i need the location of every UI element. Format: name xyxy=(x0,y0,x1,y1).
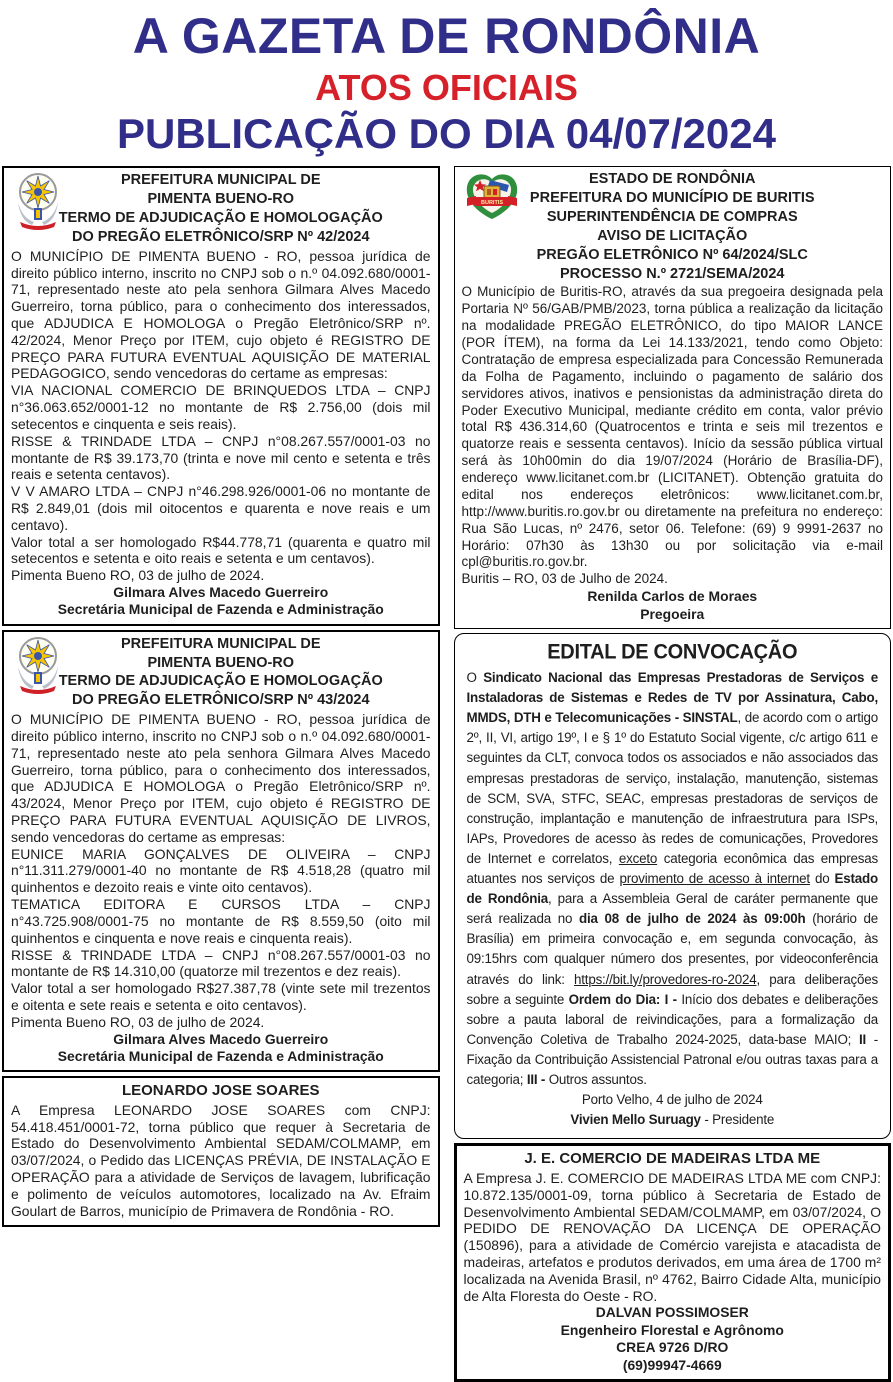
article-header xyxy=(11,171,431,246)
text-segment: Estado de Rondônia xyxy=(466,871,878,907)
org-line: PREFEITURA MUNICIPAL DE xyxy=(120,172,321,189)
act-subtitle: DO PREGÃO ELETRÔNICO/SRP Nº 42/2024 xyxy=(71,228,370,245)
text-segment: exceto xyxy=(618,850,658,866)
signature-role: - Presidente xyxy=(700,1112,775,1128)
article-leonardo-jose-soares xyxy=(2,1076,440,1226)
act-subtitle: DO PREGÃO ELETRÔNICO/SRP Nº 43/2024 xyxy=(71,692,370,709)
text-segment: (horário de Brasília) em primeira convocação e, em segunda convocação, às 09:15hrs com qualquer número dos presentes, por videoconferência através do link: xyxy=(466,911,878,987)
place-date-line: Porto Velho, 4 de julho de 2024 xyxy=(581,1092,763,1108)
signature-phone: (69)99947-4669 xyxy=(622,1356,722,1373)
text-segment: Início dos debates e deliberações sobre a pauta laboral de reivindicações, para a formalização da Convenção Coletiva de Trabalho 2024-2025, data-base MAIO; xyxy=(466,991,878,1047)
paragraph: A Empresa LEONARDO JOSE SOARES com CNPJ: 54.418.451/0001-72, torna público que requer à Secretaria de Estado do Desenvolvimento Ambiental SEDAM/COLMAMP, em 03/07/2024, o Pedido das LICENÇAS PRÉVIA, DE INSTALAÇÃO E OPERAÇÃO para a atividade de Serviços de lavagem, lubrificação e polimento de veículos automotores, localizado na Av. Efraim Goulart de Barros, município de Primavera de Rondônia - RO. xyxy=(11,1101,431,1219)
article-title: EDITAL DE CONVOCAÇÃO xyxy=(547,640,798,664)
right-column xyxy=(454,166,892,1382)
article-body xyxy=(11,1102,431,1220)
place-date-line: Pimenta Bueno RO, 03 de julho de 2024. xyxy=(11,1013,265,1030)
org-line: PIMENTA BUENO-RO xyxy=(147,654,295,671)
paragraph: O MUNICÍPIO DE PIMENTA BUENO - RO, pessoa jurídica de direito público interno, inscrito no CNPJ sob o n.º 04.092.680/0001-71, representado neste ato pela senhora Gilmara Alves Macedo Guerreiro, torna público, para o conhecimento dos interessados, que ADJUDICA E HOMOLOGA o Pregão Eletrônico/SRP nº. 43/2024, Menor Preço por ITEM, cujo objeto é REGISTRO DE PREÇO PARA FUTURA EVENTUAL AQUISIÇÃO DE LIVROS, sendo vencedoras do certame as empresas: xyxy=(11,711,431,845)
act-title: AVISO DE LICITAÇÃO xyxy=(597,227,748,244)
vendor-entry: VIA NACIONAL COMERCIO DE BRINQUEDOS LTDA – CNPJ n°36.063.652/0001-12 no montante de R$ 2.756,00 (dois mil setecentos e cinquenta e seis reais). xyxy=(11,382,431,432)
text-segment: III - xyxy=(526,1072,546,1088)
vendor-entry: RISSE & TRINDADE LTDA – CNPJ n°08.267.557/0001-03 no montante de R$ 14.310,00 (quatorze mil trezentos e dez reais). xyxy=(11,946,431,980)
publication-dateline: PUBLICAÇÃO DO DIA 04/07/2024 xyxy=(117,110,776,158)
text-segment: Sindicato Nacional das Empresas Prestadoras de Serviços e Instaladoras de Sistemas e Redes de TV por Assinatura, Cabo, MMDS, DTH e Telecomunicações - SINSTAL xyxy=(466,669,878,726)
vendor-entry: TEMATICA EDITORA E CURSOS LTDA – CNPJ n°43.725.908/0001-75 no montante de R$ 8.559,50 (oito mil quinhentos e cinquenta e nove reais e cinquenta reais). xyxy=(11,896,431,946)
article-body xyxy=(464,1170,882,1305)
left-column xyxy=(2,166,440,1226)
article-header xyxy=(462,170,884,283)
text-segment: Ordem do Dia: I - xyxy=(568,991,677,1007)
vendor-entry: V V AMARO LTDA – CNPJ n°46.298.926/0001-06 no montante de R$ 2.849,01 (dois mil oitocentos e quarenta e nove reais e um centavo). xyxy=(11,483,431,533)
text-segment: categoria econômica das empresas atuantes nos serviços de xyxy=(466,850,878,887)
total-line: Valor total a ser homologado R$44.778,71 (quarenta e quatro mil setecentos e setenta e oito reais e setenta e um centavos). xyxy=(11,533,431,567)
org-line: ESTADO DE RONDÔNIA xyxy=(589,171,756,188)
act-number: PREGÃO ELETRÔNICO Nº 64/2024/SLC xyxy=(536,246,808,263)
article-je-comercio-de-madeiras xyxy=(454,1143,892,1382)
place-date-line: Pimenta Bueno RO, 03 de julho de 2024. xyxy=(11,567,265,584)
article-header xyxy=(11,635,431,710)
signature-role: Engenheiro Florestal e Agrônomo xyxy=(560,1321,784,1338)
signature-role: Secretária Municipal de Fazenda e Administração xyxy=(57,601,384,618)
signature-registration: CREA 9726 D/RO xyxy=(616,1339,729,1356)
vendor-entry: EUNICE MARIA GONÇALVES DE OLIVEIRA – CNPJ n°11.311.279/0001-40 no montante de R$ 4.518,28 (quatro mil quinhentos e dezoito reais e vinte oito centavos). xyxy=(11,845,431,896)
signature-role: Pregoeira xyxy=(640,605,705,622)
text-segment: dia 08 de julho de 2024 às 09:00h xyxy=(578,911,806,927)
total-line: Valor total a ser homologado R$27.387,78 (vinte sete mil trezentos e oitenta e sete reais e setenta e oito centavos). xyxy=(11,980,431,1013)
buritis-coat-of-arms-icon xyxy=(463,171,521,229)
text-segment: provimento de acesso à internet xyxy=(619,871,810,887)
article-edital-convocacao-sinstal xyxy=(454,633,892,1140)
article-body xyxy=(11,248,431,584)
paragraph: A Empresa J. E. COMERCIO DE MADEIRAS LTDA ME com CNPJ: 10.872.135/0001-09, torna público à Secretaria de Estado de Desenvolvimento Ambiental SEDAM/COLMAMP, em 03/07/2024, O PEDIDO DE RENOVAÇÃO DA LICENÇA DE OPERAÇÃO (150896), para a atividade de Comércio varejista e atacadista de madeiras, artefatos e produtos derivados, em uma área de 1700 m² localizada na Avenida Brasil, nº 4762, Bairro Cidade Alta, município de Alta Floresta do Oeste - RO. xyxy=(463,1169,881,1304)
signature-line xyxy=(467,1110,879,1130)
pimenta-bueno-coat-of-arms-icon xyxy=(12,636,64,700)
text-segment: do xyxy=(809,871,835,887)
article-body xyxy=(462,284,884,588)
page-subtitle: ATOS OFICIAIS xyxy=(315,66,578,108)
paragraph: O Município de Buritis-RO, através da sua pregoeira designada pela Portaria Nº 56/GAB/PMB/2023, torna pública a realização da licitação na modalidade PREGÃO ELETRÔNICO, do tipo MAIOR LANCE (POR ÍTEM), na forma da Lei 14.133/2021, tendo como Objeto: Contratação de empresa especializada para Concessão Remunerada da Folha de Pagamento, incluindo o pagamento de salário dos servidores ativos, inativos e pensionistas da administração direta do Poder Executivo Municipal, mediante crédito em conta, valor prévio total R$ 436.314,60 (Quatrocentos e trinta e seis mil trezentos e quatorze reais e sessenta centavos). Início da sessão pública virtual será às 10h00min do dia 19/07/2024 (Horário de Brasília-DF), endereço www.licitanet.com.br (LICITANET). Obtenção gratuita do edital nos endereços eletrônicos: www.licitanet.com.br, http://www.buritis.ro.gov.br ou diretamente na prefeitura no endereço: Rua São Lucas, nº 2476, setor 06. Telefone: (69) 9 9991-2637 no Horário: 07h30 às 13h30 ou por solicitação via e-mail cpl@buritis.ro.gov.br. xyxy=(461,284,883,570)
article-pimenta-bueno-pregao-42-2024 xyxy=(2,166,440,625)
article-body xyxy=(11,711,431,1030)
article-title: LEONARDO JOSE SOARES xyxy=(121,1082,320,1100)
svg-text:BURITIS: BURITIS xyxy=(480,200,503,207)
text-segment: , de acordo com o artigo 2º, II, VI, artigo 19º, I e § 1º do Estatuto Social vigente, c/c artigo 611 e seguintes da CLT, convoca todos os associados e não associados das empresas prestadoras de serviço, instalação, manutenção, sistemas de SCM, SVA, STFC, SEAC, empresas prestadoras de serviços de construção, implantação e manutenção de infraestrutura para ISPs, IAPs, Provedores de acesso às redes de comunicações, Provedores de Internet e correlatos, xyxy=(466,710,878,866)
org-line: SUPERINTENDÊNCIA DE COMPRAS xyxy=(546,209,798,226)
articles-grid xyxy=(0,164,893,1382)
act-title: TERMO DE ADJUDICAÇÃO E HOMOLOGAÇÃO xyxy=(58,210,383,227)
signature-name: Gilmara Alves Macedo Guerreiro xyxy=(113,1030,329,1047)
convocation-videoconference-link[interactable]: https://bit.ly/provedores-ro-2024 xyxy=(574,971,757,987)
act-title: TERMO DE ADJUDICAÇÃO E HOMOLOGAÇÃO xyxy=(58,673,383,690)
edital-body xyxy=(467,668,879,1090)
article-title: J. E. COMERCIO DE MADEIRAS LTDA ME xyxy=(524,1150,821,1168)
article-buritis-aviso-licitacao xyxy=(454,166,892,629)
text-segment: Outros assuntos. xyxy=(545,1072,647,1088)
text-segment: , para deliberações sobre a seguinte xyxy=(466,971,879,1007)
text-segment: II xyxy=(858,1031,866,1047)
vendor-entry: RISSE & TRINDADE LTDA – CNPJ n°08.267.557/0001-03 no montante de R$ 39.173,70 (trinta e nove mil cento e setenta e três reais e setenta centavos). xyxy=(11,432,431,483)
signature-name: Renilda Carlos de Moraes xyxy=(587,588,758,605)
signature-name: DALVAN POSSIMOSER xyxy=(595,1304,749,1321)
signature-name: Vivien Mello Suruagy xyxy=(570,1112,701,1128)
pimenta-bueno-coat-of-arms-icon xyxy=(12,172,64,236)
process-number: PROCESSO N.º 2721/SEMA/2024 xyxy=(559,265,785,282)
masthead xyxy=(0,0,893,156)
paragraph: O MUNICÍPIO DE PIMENTA BUENO - RO, pessoa jurídica de direito público interno, inscrito no CNPJ sob o n.º 04.092.680/0001-71, representado neste ato pela senhora Gilmara Alves Macedo Guerreiro, torna público, para o conhecimento dos interessados, que ADJUDICA E HOMOLOGA o Pregão Eletrônico/SRP nº. 42/2024, Menor Preço por ITEM, cujo objeto é REGISTRO DE PREÇO PARA FUTURA EVENTUAL AQUISIÇÃO DE MATERIAL PEDAGOGICO, sendo vencedoras do certame as empresas: xyxy=(11,247,431,382)
text-segment: - Fixação da Contribuição Assistencial Patronal e/ou outras taxas para a categoria; xyxy=(466,1031,879,1088)
signature-role: Secretária Municipal de Fazenda e Administração xyxy=(57,1047,384,1064)
text-segment: , para a Assembleia Geral de caráter permanente que será realizada no xyxy=(466,891,878,927)
org-line: PIMENTA BUENO-RO xyxy=(147,191,295,208)
page-title: A GAZETA DE RONDÔNIA xyxy=(132,8,761,64)
org-line: PREFEITURA MUNICIPAL DE xyxy=(120,635,321,652)
org-line: PREFEITURA DO MUNICÍPIO DE BURITIS xyxy=(529,190,815,207)
text-segment: O xyxy=(466,669,484,685)
signature-name: Gilmara Alves Macedo Guerreiro xyxy=(113,584,329,601)
article-pimenta-bueno-pregao-43-2024 xyxy=(2,630,440,1073)
place-date-line: Buritis – RO, 03 de Julho de 2024. xyxy=(461,571,668,587)
